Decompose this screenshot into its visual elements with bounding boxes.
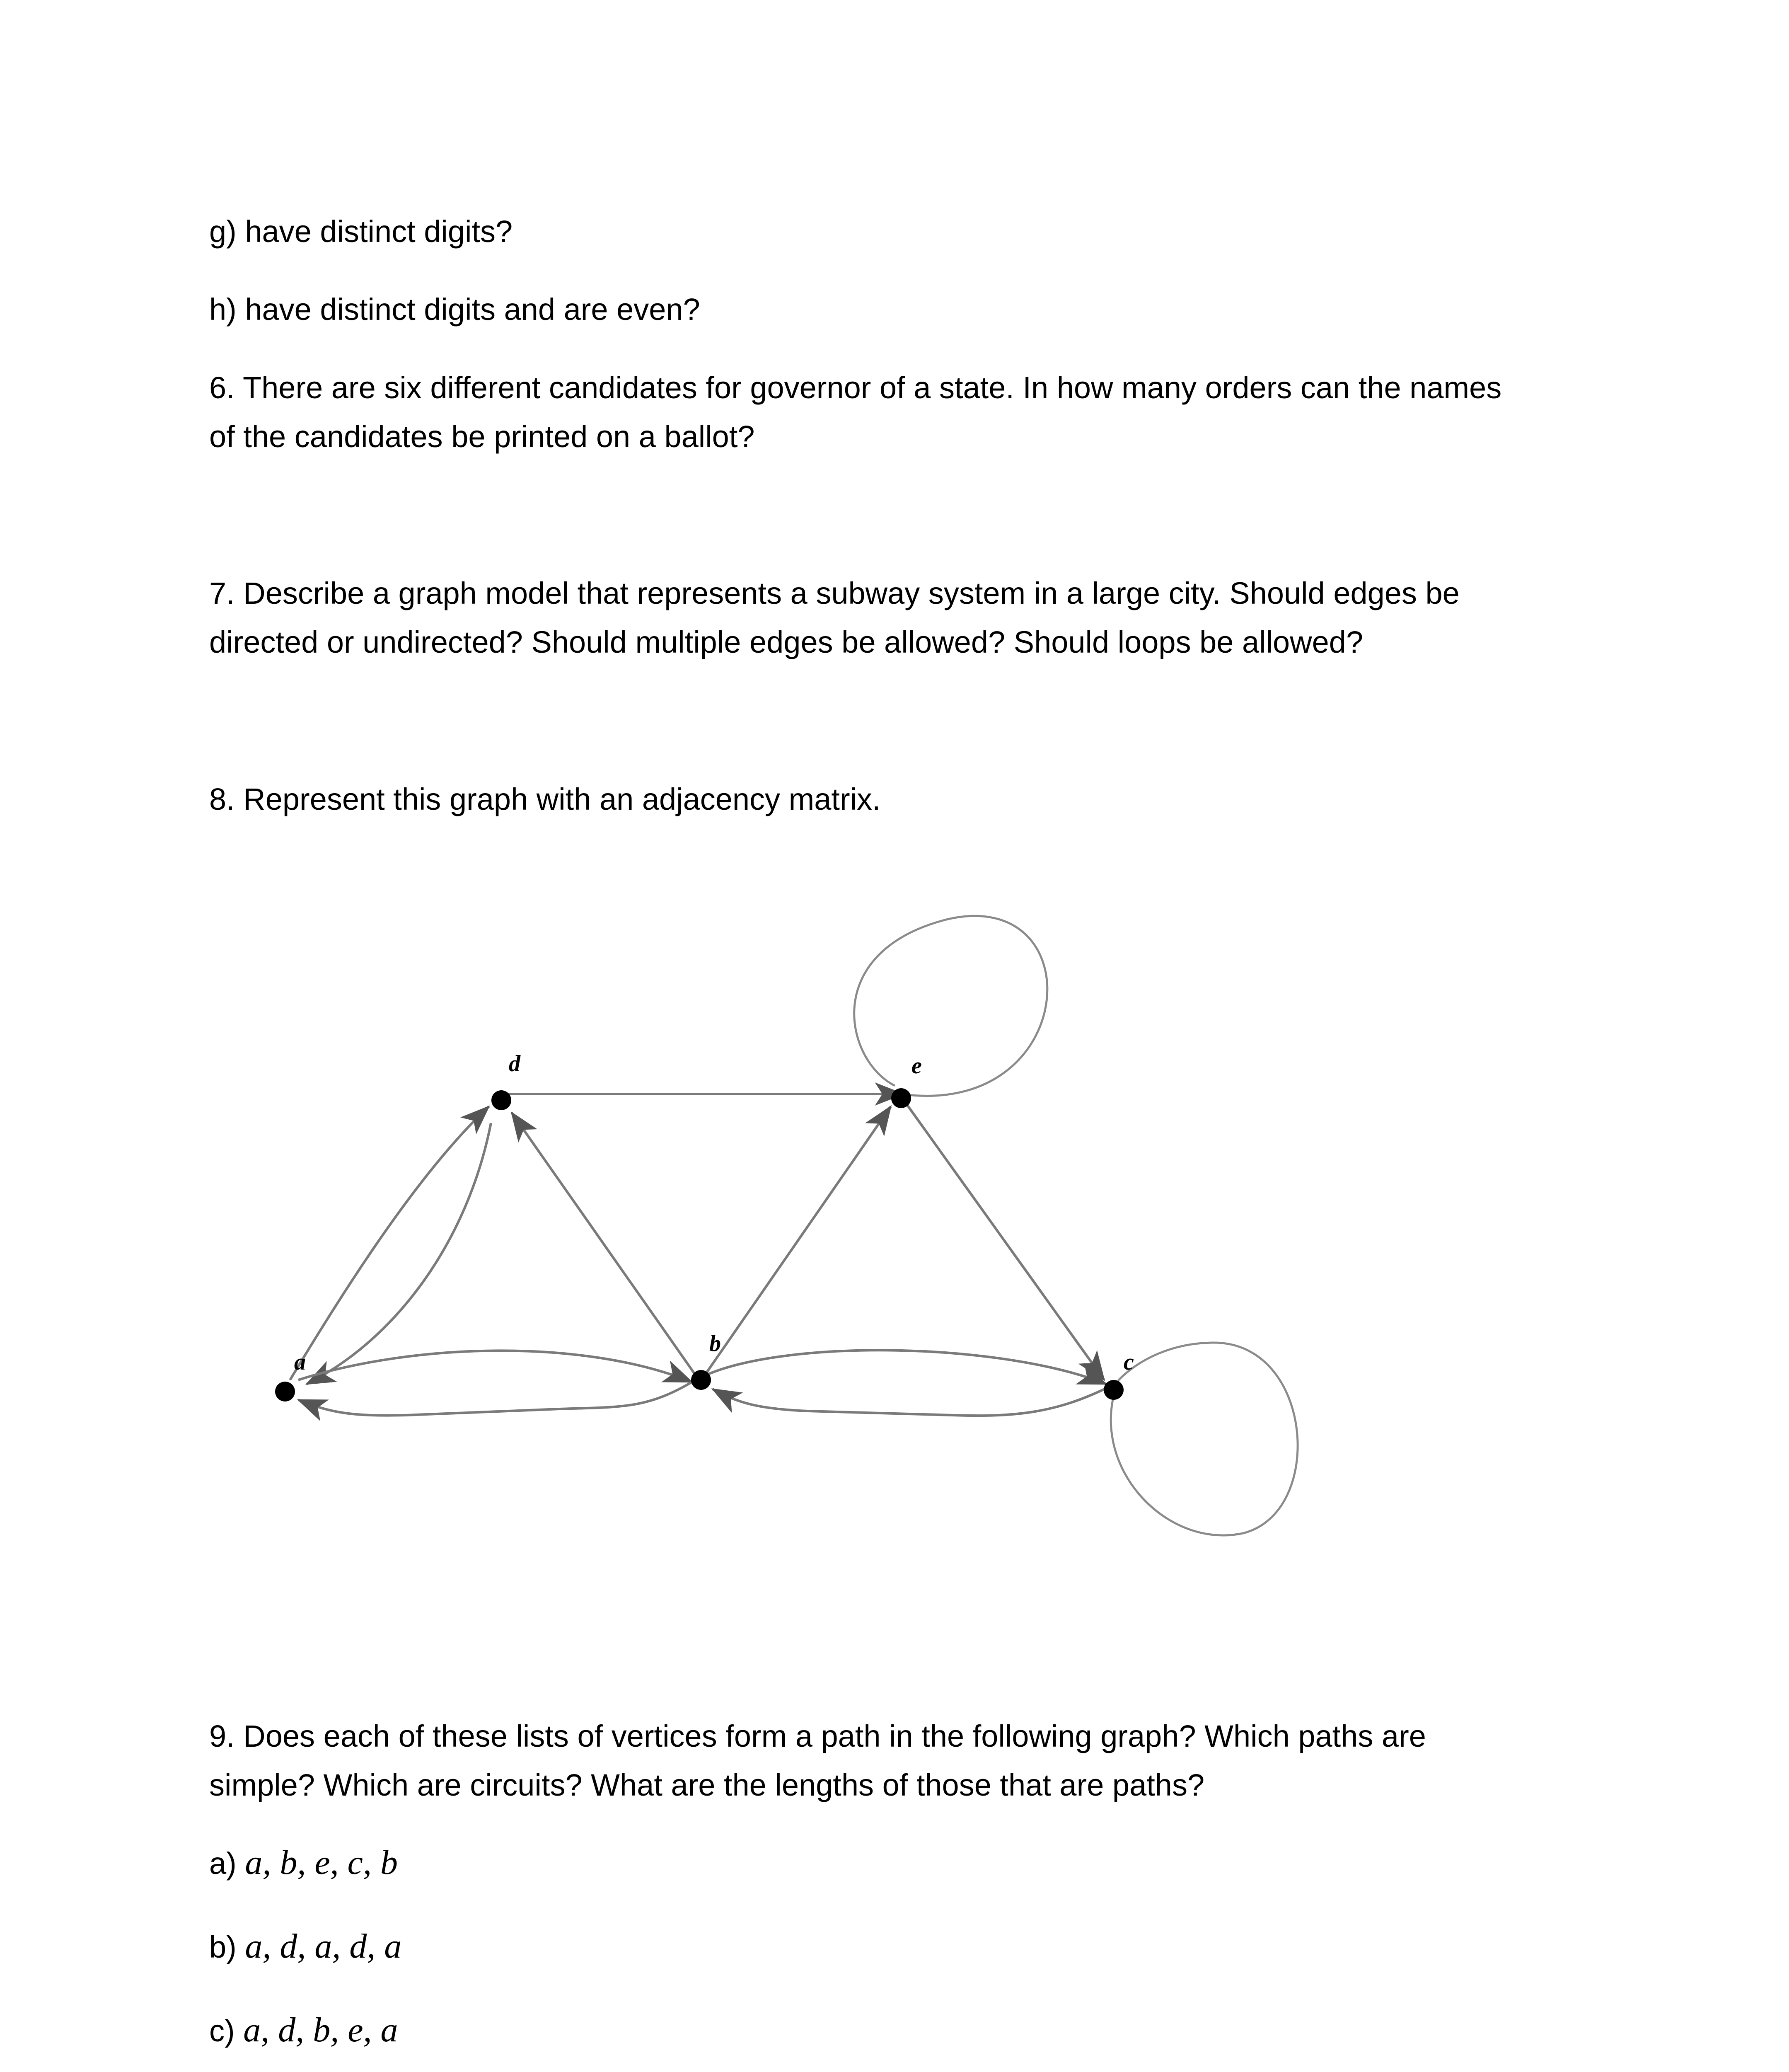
vertex-list: a, d, b, e, a	[243, 2011, 398, 2049]
question-8: 8. Represent this graph with an adjacency matrix.	[209, 782, 881, 816]
question-5h: h) have distinct digits and are even?	[209, 292, 700, 327]
question-9-line2: simple? Which are circuits? What are the lengths of those that are paths?	[209, 1768, 1205, 1802]
edge-e-c	[905, 1102, 1104, 1380]
item-label: c)	[209, 2014, 235, 2048]
question-6-line1: 6. There are six different candidates for governor of a state. In how many orders can the names	[209, 370, 1502, 405]
vertex-d	[491, 1090, 511, 1110]
vertex-list: a, d, a, d, a	[245, 1927, 402, 1965]
edge-b-c	[704, 1350, 1106, 1384]
vertex-c	[1104, 1380, 1124, 1400]
item-label: a)	[209, 1846, 237, 1881]
vertex-list: a, b, e, c, b	[245, 1843, 398, 1882]
vertex-label-c: c	[1124, 1349, 1134, 1375]
question-9-item-a	[209, 1838, 398, 1888]
edge-d-a	[307, 1123, 491, 1384]
question-5g: g) have distinct digits?	[209, 214, 513, 249]
question-6-line2: of the candidates be printed on a ballot?	[209, 419, 755, 454]
edge-c-b	[713, 1386, 1110, 1416]
edge-a-b	[298, 1351, 692, 1382]
question-7-line2: directed or undirected? Should multiple edges be allowed? Should loops be allowed?	[209, 625, 1364, 659]
edge-a-d	[290, 1106, 489, 1380]
edge-b-d	[512, 1113, 696, 1376]
question-9-line1: 9. Does each of these lists of vertices form a path in the following graph? Which paths are	[209, 1719, 1426, 1753]
vertex-label-d: d	[509, 1051, 520, 1077]
question-7-line1: 7. Describe a graph model that represents a subway system in a large city. Should edges be	[209, 576, 1460, 610]
vertex-e	[891, 1088, 911, 1108]
question-9-item-b	[209, 1922, 401, 1972]
edge-c-c-loop	[1111, 1343, 1298, 1535]
vertex-a	[275, 1382, 295, 1402]
vertex-b	[691, 1370, 711, 1390]
vertex-label-e: e	[911, 1053, 922, 1079]
item-label: b)	[209, 1930, 237, 1964]
edge-b-e	[704, 1106, 891, 1376]
edge-b-a	[298, 1382, 692, 1416]
edge-e-e-loop	[854, 916, 1047, 1096]
question-9-item-c	[209, 2006, 398, 2055]
vertex-label-b: b	[709, 1331, 721, 1356]
vertex-label-a: a	[294, 1349, 306, 1375]
